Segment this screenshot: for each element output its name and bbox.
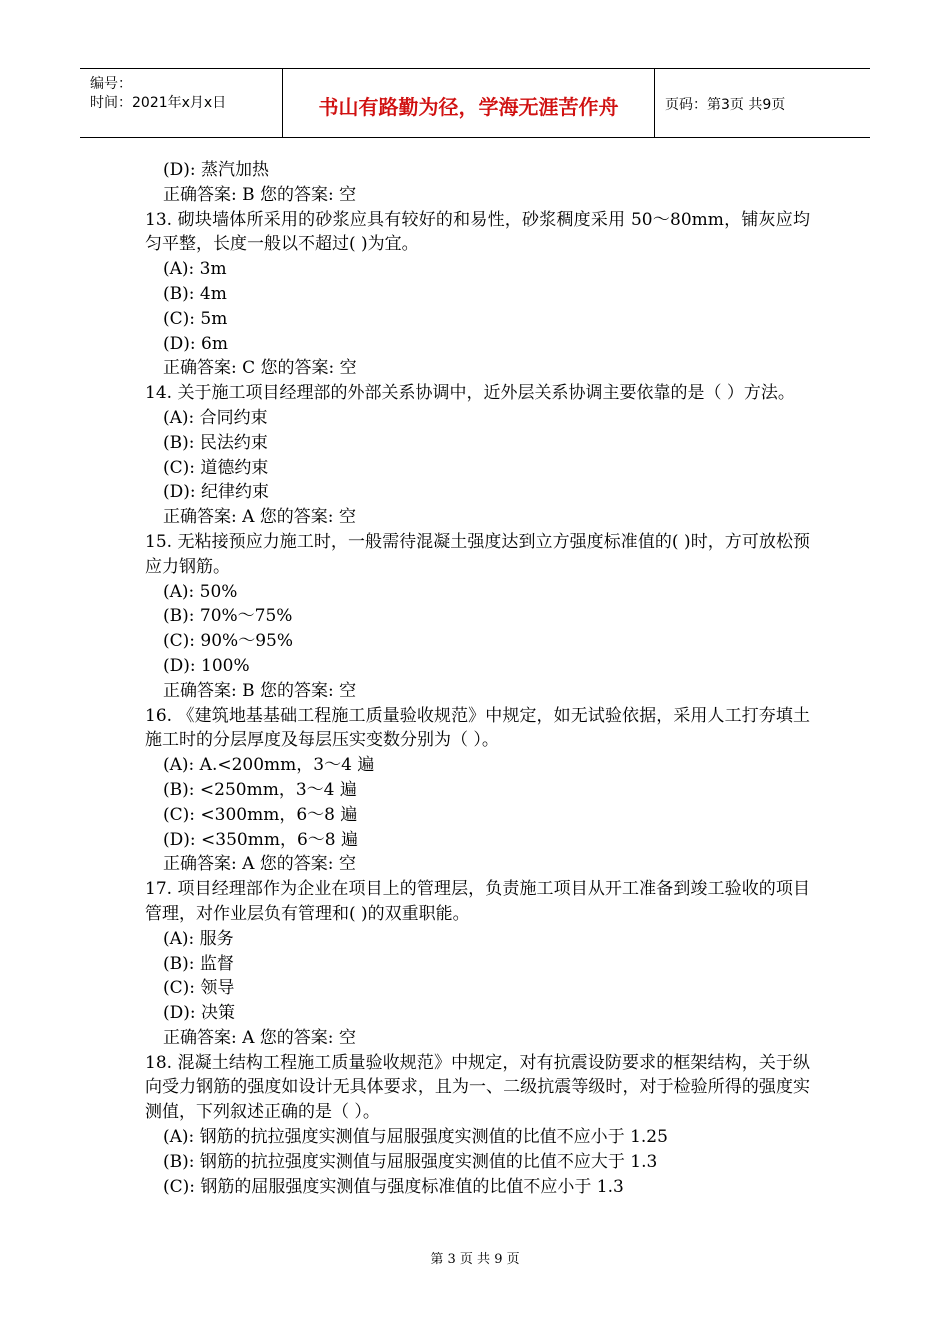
header-page-cell: [655, 69, 870, 137]
answer-line: 正确答案: A 您的答案: 空: [163, 1027, 356, 1048]
answer-line: 正确答案: C 您的答案: 空: [163, 358, 357, 379]
question-block: [145, 158, 810, 208]
option: (C): 90%～95%: [163, 631, 293, 652]
option: (A): 钢筋的抗拉强度实测值与屈服强度实测值的比值不应小于 1.25: [163, 1127, 668, 1148]
question-block: [145, 877, 810, 1051]
answer-line: 正确答案: A 您的答案: 空: [163, 854, 356, 875]
option: (D): 纪律约束: [163, 482, 270, 503]
question-text: 16. 《建筑地基基础工程施工质量验收规范》中规定，如无试验依据，采用人工打夯填土施工时的分层厚度及每层压实变数分别为（ ）。: [145, 705, 810, 751]
option: (A): 服务: [163, 928, 234, 949]
answer-line: 正确答案: A 您的答案: 空: [163, 507, 356, 528]
time-label: 时间：2021年x月x日: [90, 95, 227, 111]
option: (B): 民法约束: [163, 432, 268, 453]
question-text: 14. 关于施工项目经理部的外部关系协调中，近外层关系协调主要依靠的是（ ）方法。: [145, 383, 795, 404]
option: (A): 合同约束: [163, 407, 268, 428]
question-text: 13. 砌块墙体所采用的砂浆应具有较好的和易性，砂浆稠度采用 50～80mm，铺灰应均匀平整，长度一般以不超过( )为宜。: [145, 209, 810, 255]
option: (D): <350mm，6～8 遍: [163, 829, 358, 850]
number-label: 编号：: [90, 76, 132, 92]
question-list: [145, 158, 810, 1199]
answer-line: 正确答案: B 您的答案: 空: [163, 680, 357, 701]
page-header: [80, 68, 870, 138]
question-text: 17. 项目经理部作为企业在项目上的管理层，负责施工项目从开工准备到竣工验收的项目管理，对作业层负有管理和( )的双重职能。: [145, 879, 810, 924]
option: (D): 6m: [163, 333, 228, 354]
option: (C): 领导: [163, 978, 235, 999]
option: (B): <250mm，3～4 遍: [163, 779, 357, 800]
option: (C): 道德约束: [163, 457, 269, 478]
option: (C): <300mm，6～8 遍: [163, 804, 358, 825]
question-block: [145, 208, 810, 382]
option: (B): 钢筋的抗拉强度实测值与屈服强度实测值的比值不应大于 1.3: [163, 1151, 658, 1172]
question-block: [145, 1051, 810, 1200]
header-motto-cell: [283, 69, 655, 137]
header-meta-cell: [80, 69, 283, 137]
option: (B): 监督: [163, 953, 234, 974]
question-text: 18. 混凝土结构工程施工质量验收规范》中规定，对有抗震设防要求的框架结构，关于纵向受力钢筋的强度如设计无具体要求，且为一、二级抗震等级时，对于检验所得的强度实测值，下列叙述正确的是（ ）。: [145, 1052, 810, 1123]
option: (C): 钢筋的屈服强度实测值与强度标准值的比值不应小于 1.3: [163, 1176, 624, 1197]
question-text: 15. 无粘接预应力施工时，一般需待混凝土强度达到立方强度标准值的( )时，方可放松预应力钢筋。: [145, 531, 810, 577]
answer-line: 正确答案: B 您的答案: 空: [163, 184, 357, 205]
option: (D): 100%: [163, 655, 250, 676]
motto: 书山有路勤为径，学海无涯苦作舟: [318, 95, 619, 119]
option: (C): 5m: [163, 308, 228, 329]
question-block: [145, 530, 810, 704]
option: (D): 决策: [163, 1003, 236, 1024]
option: (A): 3m: [163, 259, 227, 280]
option: (A): 50%: [163, 581, 238, 602]
option: (A): A.<200mm，3～4 遍: [163, 755, 375, 776]
question-block: [145, 704, 810, 878]
option: (B): 70%～75%: [163, 606, 293, 627]
option: (B): 4m: [163, 283, 227, 304]
question-block: [145, 381, 810, 530]
page-info: 页码：第3页 共9页: [665, 97, 786, 113]
option: (D): 蒸汽加热: [163, 160, 270, 180]
page-footer: 第 3 页 共 9 页: [430, 1252, 520, 1267]
